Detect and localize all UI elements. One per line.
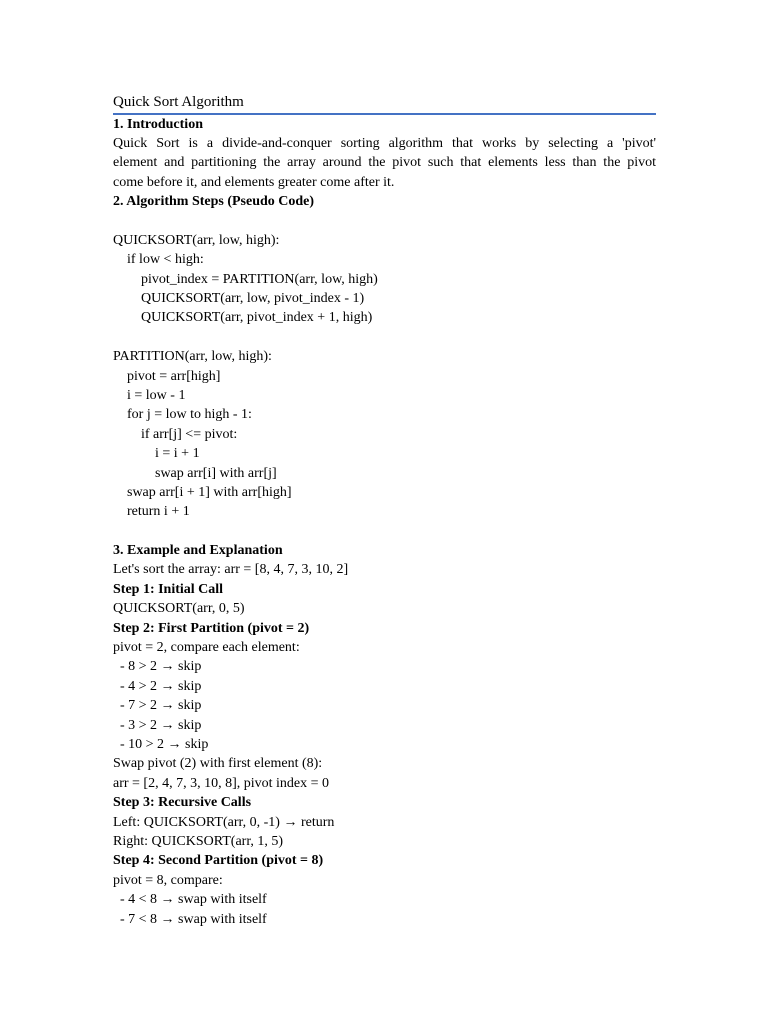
blank-line xyxy=(113,522,656,541)
quicksort-pseudocode xyxy=(113,231,656,328)
document-title: Quick Sort Algorithm xyxy=(113,93,656,115)
blank-line xyxy=(113,211,656,230)
code-line: pivot_index = PARTITION(arr, low, high) xyxy=(113,271,378,287)
code-line: QUICKSORT(arr, low, high): xyxy=(113,232,280,248)
section-heading-introduction: 1. Introduction xyxy=(113,116,203,132)
step-line: - 8 > 2 → skip xyxy=(113,659,202,675)
code-line: i = low - 1 xyxy=(113,387,186,403)
step-heading: Step 2: First Partition (pivot = 2) xyxy=(113,620,310,636)
step-line: arr = [2, 4, 7, 3, 10, 8], pivot index = 0 xyxy=(113,775,330,791)
step-line: Left: QUICKSORT(arr, 0, -1) → return xyxy=(113,814,335,830)
step-line: - 10 > 2 → skip xyxy=(113,737,209,752)
section-heading-algorithm-steps: 2. Algorithm Steps (Pseudo Code) xyxy=(113,194,315,210)
code-line: QUICKSORT(arr, pivot_index + 1, high) xyxy=(113,310,373,326)
intro-paragraph-line: Quick Sort is a divide-and-conquer sorting algorithm that works by selecting a 'pivot' xyxy=(113,135,656,151)
intro-paragraph-line: come before it, and elements greater come after it. xyxy=(113,174,395,190)
code-line: swap arr[i] with arr[j] xyxy=(113,465,277,481)
blank-line xyxy=(113,328,656,347)
step-line: - 3 > 2 → skip xyxy=(113,717,202,733)
step-line: Swap pivot (2) with first element (8): xyxy=(113,756,323,772)
step-heading: Step 4: Second Partition (pivot = 8) xyxy=(113,853,324,869)
code-line: swap arr[i + 1] with arr[high] xyxy=(113,484,292,500)
step-line: - 4 < 8 → swap with itself xyxy=(113,892,267,908)
step-line: - 4 > 2 → skip xyxy=(113,678,202,694)
step-line: Right: QUICKSORT(arr, 1, 5) xyxy=(113,833,284,849)
step-heading: Step 1: Initial Call xyxy=(113,581,224,597)
section-heading-example: 3. Example and Explanation xyxy=(113,543,283,559)
step-line: - 7 < 8 → swap with itself xyxy=(113,911,267,927)
document-body xyxy=(113,93,656,929)
step-line: QUICKSORT(arr, 0, 5) xyxy=(113,601,245,617)
code-line: PARTITION(arr, low, high): xyxy=(113,349,272,365)
code-line: i = i + 1 xyxy=(113,446,200,462)
code-line: QUICKSORT(arr, low, pivot_index - 1) xyxy=(113,291,365,307)
step-line: pivot = 8, compare: xyxy=(113,872,223,888)
code-line: for j = low to high - 1: xyxy=(113,407,252,423)
code-line: if arr[j] <= pivot: xyxy=(113,426,238,442)
intro-paragraph-line: element and partitioning the array around the pivot such that elements less than the pivot xyxy=(113,155,656,171)
step-line: pivot = 2, compare each element: xyxy=(113,640,300,656)
code-line: return i + 1 xyxy=(113,504,190,520)
step-heading: Step 3: Recursive Calls xyxy=(113,795,252,811)
partition-pseudocode xyxy=(113,347,656,522)
step-line: - 7 > 2 → skip xyxy=(113,698,202,714)
code-line: if low < high: xyxy=(113,252,204,268)
code-line: pivot = arr[high] xyxy=(113,368,221,384)
example-intro: Let's sort the array: arr = [8, 4, 7, 3, 10, 2] xyxy=(113,562,349,578)
